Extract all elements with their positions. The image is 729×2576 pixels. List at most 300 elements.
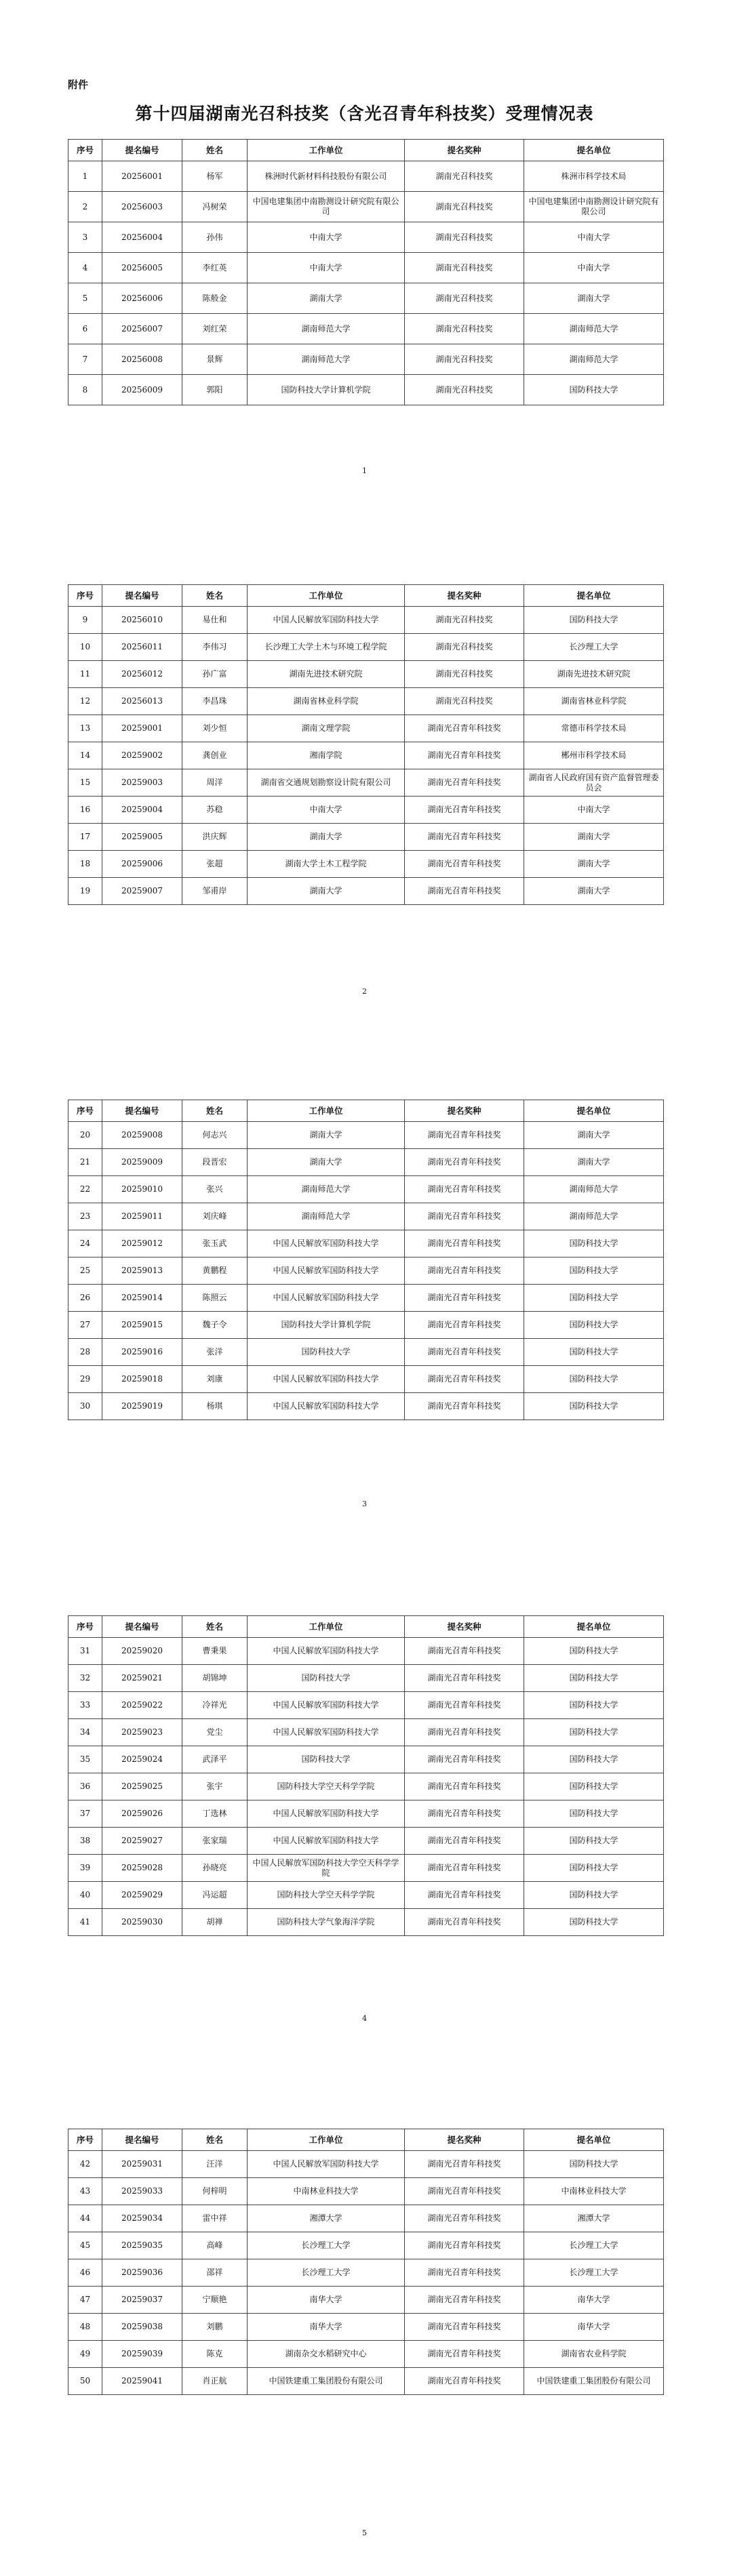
page-1-table-block xyxy=(68,139,663,405)
table-row xyxy=(68,742,664,769)
cell-name: 段晋宏 xyxy=(182,1149,248,1176)
cell-unit: 长沙理工大学土木与环境工程学院 xyxy=(248,634,405,661)
cell-name: 刘红荣 xyxy=(182,314,248,344)
cell-nom: 国防科技大学 xyxy=(524,375,664,405)
cell-name: 党尘 xyxy=(182,1719,248,1746)
cell-code: 20259010 xyxy=(102,1176,182,1203)
cell-seq: 28 xyxy=(68,1339,102,1366)
table-row xyxy=(68,715,664,742)
cell-unit: 湖南大学 xyxy=(248,878,405,905)
cell-code: 20259039 xyxy=(102,2341,182,2368)
cell-code: 20259006 xyxy=(102,851,182,878)
cell-award: 湖南光召青年科技奖 xyxy=(405,1855,524,1882)
cell-name: 刘少恒 xyxy=(182,715,248,742)
table-row xyxy=(68,769,664,797)
cell-award: 湖南光召青年科技奖 xyxy=(405,1366,524,1393)
column-header-code: 提名编号 xyxy=(102,1616,182,1638)
cell-name: 黄鹏程 xyxy=(182,1257,248,1285)
cell-unit: 南华大学 xyxy=(248,2287,405,2314)
cell-code: 20259031 xyxy=(102,2151,182,2178)
table-row xyxy=(68,1665,664,1692)
cell-award: 湖南光召科技奖 xyxy=(405,634,524,661)
cell-unit: 中国人民解放军国防科技大学 xyxy=(248,1692,405,1719)
cell-nom: 中南大学 xyxy=(524,253,664,283)
cell-seq: 19 xyxy=(68,878,102,905)
cell-code: 20256011 xyxy=(102,634,182,661)
cell-nom: 国防科技大学 xyxy=(524,1692,664,1719)
cell-award: 湖南光召科技奖 xyxy=(405,161,524,192)
cell-seq: 45 xyxy=(68,2232,102,2259)
cell-unit: 国防科技大学计算机学院 xyxy=(248,1312,405,1339)
cell-name: 刘鹏 xyxy=(182,2314,248,2341)
cell-nom: 湖南师范大学 xyxy=(524,344,664,375)
cell-unit: 中国人民解放军国防科技大学 xyxy=(248,1638,405,1665)
cell-unit: 湖南大学 xyxy=(248,824,405,851)
cell-seq: 8 xyxy=(68,375,102,405)
column-header-name: 姓名 xyxy=(182,585,248,607)
cell-seq: 39 xyxy=(68,1855,102,1882)
cell-name: 郭阳 xyxy=(182,375,248,405)
page-2-table-block xyxy=(68,584,663,905)
table-row xyxy=(68,314,664,344)
cell-unit: 中国人民解放军国防科技大学 xyxy=(248,1230,405,1257)
cell-award: 湖南光召青年科技奖 xyxy=(405,2341,524,2368)
cell-seq: 1 xyxy=(68,161,102,192)
cell-code: 20259018 xyxy=(102,1366,182,1393)
cell-name: 张洋 xyxy=(182,1339,248,1366)
table-row xyxy=(68,2151,664,2178)
cell-code: 20259016 xyxy=(102,1339,182,1366)
column-header-name: 姓名 xyxy=(182,1616,248,1638)
column-header-award: 提名奖种 xyxy=(405,2129,524,2151)
cell-unit: 中南大学 xyxy=(248,797,405,824)
cell-seq: 43 xyxy=(68,2178,102,2205)
column-header-code: 提名编号 xyxy=(102,140,182,161)
table-header-row xyxy=(68,1616,664,1638)
table-row xyxy=(68,1176,664,1203)
cell-seq: 9 xyxy=(68,607,102,634)
cell-code: 20259008 xyxy=(102,1122,182,1149)
cell-code: 20259035 xyxy=(102,2232,182,2259)
cell-seq: 40 xyxy=(68,1882,102,1909)
cell-name: 龚创业 xyxy=(182,742,248,769)
cell-code: 20259028 xyxy=(102,1855,182,1882)
cell-seq: 37 xyxy=(68,1800,102,1828)
column-header-unit: 工作单位 xyxy=(248,1100,405,1122)
cell-unit: 国防科技大学 xyxy=(248,1665,405,1692)
cell-nom: 中南林业科技大学 xyxy=(524,2178,664,2205)
cell-unit: 中国人民解放军国防科技大学 xyxy=(248,2151,405,2178)
cell-unit: 湖南师范大学 xyxy=(248,314,405,344)
cell-name: 冷祥光 xyxy=(182,1692,248,1719)
table-row xyxy=(68,797,664,824)
cell-name: 孙伟 xyxy=(182,222,248,253)
column-header-nom: 提名单位 xyxy=(524,1100,664,1122)
cell-code: 20259033 xyxy=(102,2178,182,2205)
cell-code: 20259020 xyxy=(102,1638,182,1665)
cell-code: 20259034 xyxy=(102,2205,182,2232)
cell-seq: 24 xyxy=(68,1230,102,1257)
column-header-name: 姓名 xyxy=(182,1100,248,1122)
cell-award: 湖南光召青年科技奖 xyxy=(405,1230,524,1257)
cell-unit: 中国人民解放军国防科技大学 xyxy=(248,607,405,634)
table-row xyxy=(68,1149,664,1176)
cell-name: 高峰 xyxy=(182,2232,248,2259)
cell-name: 丁选林 xyxy=(182,1800,248,1828)
cell-nom: 湖南大学 xyxy=(524,1122,664,1149)
cell-award: 湖南光召科技奖 xyxy=(405,222,524,253)
cell-unit: 国防科技大学气象海洋学院 xyxy=(248,1909,405,1936)
table-row xyxy=(68,1122,664,1149)
cell-award: 湖南光召科技奖 xyxy=(405,283,524,314)
cell-nom: 湘潭大学 xyxy=(524,2205,664,2232)
cell-award: 湖南光召科技奖 xyxy=(405,607,524,634)
cell-seq: 15 xyxy=(68,769,102,797)
cell-award: 湖南光召青年科技奖 xyxy=(405,1800,524,1828)
cell-name: 宁顺艳 xyxy=(182,2287,248,2314)
cell-code: 20256009 xyxy=(102,375,182,405)
column-header-seq: 序号 xyxy=(68,140,102,161)
cell-award: 湖南光召科技奖 xyxy=(405,253,524,283)
cell-code: 20259037 xyxy=(102,2287,182,2314)
cell-unit: 中国铁建重工集团股份有限公司 xyxy=(248,2368,405,2395)
cell-unit: 中国人民解放军国防科技大学 xyxy=(248,1800,405,1828)
cell-seq: 14 xyxy=(68,742,102,769)
cell-unit: 株洲时代新材料科技股份有限公司 xyxy=(248,161,405,192)
table-row xyxy=(68,222,664,253)
cell-unit: 中南大学 xyxy=(248,253,405,283)
column-header-unit: 工作单位 xyxy=(248,1616,405,1638)
cell-code: 20256007 xyxy=(102,314,182,344)
cell-nom: 郴州市科学技术局 xyxy=(524,742,664,769)
table-header-row xyxy=(68,585,664,607)
cell-award: 湖南光召青年科技奖 xyxy=(405,851,524,878)
cell-seq: 41 xyxy=(68,1909,102,1936)
cell-name: 冯运超 xyxy=(182,1882,248,1909)
cell-name: 何志兴 xyxy=(182,1122,248,1149)
cell-code: 20259002 xyxy=(102,742,182,769)
table-row xyxy=(68,1366,664,1393)
column-header-seq: 序号 xyxy=(68,585,102,607)
cell-seq: 49 xyxy=(68,2341,102,2368)
cell-nom: 长沙理工大学 xyxy=(524,2232,664,2259)
cell-unit: 长沙理工大学 xyxy=(248,2259,405,2287)
table-row xyxy=(68,1339,664,1366)
cell-code: 20259022 xyxy=(102,1692,182,1719)
cell-name: 冯树荣 xyxy=(182,192,248,222)
cell-award: 湖南光召科技奖 xyxy=(405,344,524,375)
cell-unit: 湘潭大学 xyxy=(248,2205,405,2232)
cell-name: 孙晓亮 xyxy=(182,1855,248,1882)
table-row xyxy=(68,2314,664,2341)
cell-award: 湖南光召科技奖 xyxy=(405,661,524,688)
cell-code: 20259004 xyxy=(102,797,182,824)
cell-code: 20259015 xyxy=(102,1312,182,1339)
cell-seq: 36 xyxy=(68,1773,102,1800)
table-row xyxy=(68,1312,664,1339)
cell-seq: 42 xyxy=(68,2151,102,2178)
cell-nom: 国防科技大学 xyxy=(524,1638,664,1665)
column-header-nom: 提名单位 xyxy=(524,1616,664,1638)
cell-code: 20256005 xyxy=(102,253,182,283)
cell-award: 湖南光召青年科技奖 xyxy=(405,1773,524,1800)
cell-nom: 国防科技大学 xyxy=(524,1665,664,1692)
cell-code: 20259036 xyxy=(102,2259,182,2287)
cell-award: 湖南光召青年科技奖 xyxy=(405,1203,524,1230)
cell-nom: 南华大学 xyxy=(524,2287,664,2314)
cell-award: 湖南光召青年科技奖 xyxy=(405,1665,524,1692)
cell-nom: 湖南师范大学 xyxy=(524,1176,664,1203)
cell-code: 20259014 xyxy=(102,1285,182,1312)
cell-seq: 50 xyxy=(68,2368,102,2395)
table-row xyxy=(68,2341,664,2368)
table-row xyxy=(68,2368,664,2395)
cell-nom: 湖南大学 xyxy=(524,283,664,314)
cell-unit: 中国人民解放军国防科技大学 xyxy=(248,1285,405,1312)
cell-seq: 38 xyxy=(68,1828,102,1855)
cell-award: 湖南光召青年科技奖 xyxy=(405,1122,524,1149)
cell-code: 20256003 xyxy=(102,192,182,222)
cell-unit: 湖南大学 xyxy=(248,1122,405,1149)
table-row xyxy=(68,1855,664,1882)
cell-seq: 7 xyxy=(68,344,102,375)
cell-name: 张家瑞 xyxy=(182,1828,248,1855)
cell-award: 湖南光召科技奖 xyxy=(405,375,524,405)
cell-unit: 中南林业科技大学 xyxy=(248,2178,405,2205)
cell-code: 20259005 xyxy=(102,824,182,851)
table-row xyxy=(68,2287,664,2314)
cell-seq: 18 xyxy=(68,851,102,878)
table-row xyxy=(68,1746,664,1773)
page-3-table-block xyxy=(68,1100,663,1420)
cell-name: 刘庆峰 xyxy=(182,1203,248,1230)
table-row xyxy=(68,878,664,905)
cell-award: 湖南光召青年科技奖 xyxy=(405,2232,524,2259)
cell-name: 李伟习 xyxy=(182,634,248,661)
page-5-table-block xyxy=(68,2129,663,2395)
cell-nom: 湖南省农业科学院 xyxy=(524,2341,664,2368)
cell-seq: 11 xyxy=(68,661,102,688)
table-row xyxy=(68,161,664,192)
cell-nom: 湖南大学 xyxy=(524,851,664,878)
column-header-award: 提名奖种 xyxy=(405,1616,524,1638)
cell-nom: 湖南先进技术研究院 xyxy=(524,661,664,688)
table-row xyxy=(68,634,664,661)
cell-nom: 国防科技大学 xyxy=(524,1828,664,1855)
cell-nom: 国防科技大学 xyxy=(524,1257,664,1285)
cell-unit: 湖南先进技术研究院 xyxy=(248,661,405,688)
cell-name: 张宇 xyxy=(182,1773,248,1800)
acceptance-table xyxy=(68,1615,664,1936)
cell-seq: 13 xyxy=(68,715,102,742)
cell-code: 20259023 xyxy=(102,1719,182,1746)
cell-code: 20256012 xyxy=(102,661,182,688)
cell-unit: 国防科技大学 xyxy=(248,1746,405,1773)
cell-code: 20259011 xyxy=(102,1203,182,1230)
cell-nom: 湖南省人民政府国有资产监督管理委员会 xyxy=(524,769,664,797)
cell-award: 湖南光召青年科技奖 xyxy=(405,2259,524,2287)
table-header-row xyxy=(68,1100,664,1122)
cell-seq: 5 xyxy=(68,283,102,314)
cell-unit: 中国人民解放军国防科技大学 xyxy=(248,1719,405,1746)
cell-award: 湖南光召科技奖 xyxy=(405,688,524,715)
cell-unit: 湖南师范大学 xyxy=(248,344,405,375)
cell-nom: 国防科技大学 xyxy=(524,1393,664,1420)
cell-code: 20259024 xyxy=(102,1746,182,1773)
table-row xyxy=(68,1230,664,1257)
cell-seq: 44 xyxy=(68,2205,102,2232)
cell-nom: 国防科技大学 xyxy=(524,1285,664,1312)
cell-name: 肖正航 xyxy=(182,2368,248,2395)
cell-award: 湖南光召青年科技奖 xyxy=(405,824,524,851)
cell-name: 汪洋 xyxy=(182,2151,248,2178)
table-row xyxy=(68,688,664,715)
cell-seq: 48 xyxy=(68,2314,102,2341)
cell-seq: 20 xyxy=(68,1122,102,1149)
table-row xyxy=(68,2178,664,2205)
cell-award: 湖南光召青年科技奖 xyxy=(405,797,524,824)
cell-seq: 10 xyxy=(68,634,102,661)
column-header-name: 姓名 xyxy=(182,2129,248,2151)
table-row xyxy=(68,851,664,878)
cell-nom: 国防科技大学 xyxy=(524,1855,664,1882)
column-header-nom: 提名单位 xyxy=(524,2129,664,2151)
cell-seq: 35 xyxy=(68,1746,102,1773)
cell-seq: 47 xyxy=(68,2287,102,2314)
cell-nom: 中南大学 xyxy=(524,222,664,253)
table-row xyxy=(68,1692,664,1719)
cell-award: 湖南光召青年科技奖 xyxy=(405,769,524,797)
cell-award: 湖南光召青年科技奖 xyxy=(405,2151,524,2178)
cell-award: 湖南光召青年科技奖 xyxy=(405,1746,524,1773)
cell-award: 湖南光召青年科技奖 xyxy=(405,1909,524,1936)
cell-unit: 中国人民解放军国防科技大学 xyxy=(248,1828,405,1855)
cell-name: 苏稳 xyxy=(182,797,248,824)
cell-award: 湖南光召青年科技奖 xyxy=(405,1149,524,1176)
cell-unit: 国防科技大学空天科学学院 xyxy=(248,1773,405,1800)
table-row xyxy=(68,2259,664,2287)
cell-award: 湖南光召青年科技奖 xyxy=(405,1176,524,1203)
cell-award: 湖南光召青年科技奖 xyxy=(405,715,524,742)
acceptance-table xyxy=(68,1100,664,1420)
column-header-name: 姓名 xyxy=(182,140,248,161)
cell-seq: 6 xyxy=(68,314,102,344)
acceptance-table xyxy=(68,584,664,905)
cell-code: 20256001 xyxy=(102,161,182,192)
cell-unit: 湖南省交通规划勘察设计院有限公司 xyxy=(248,769,405,797)
cell-seq: 25 xyxy=(68,1257,102,1285)
cell-unit: 中国人民解放军国防科技大学 xyxy=(248,1257,405,1285)
cell-code: 20259025 xyxy=(102,1773,182,1800)
cell-name: 胡锦坤 xyxy=(182,1665,248,1692)
cell-unit: 中国人民解放军国防科技大学 xyxy=(248,1366,405,1393)
cell-unit: 湖南大学 xyxy=(248,1149,405,1176)
cell-seq: 32 xyxy=(68,1665,102,1692)
table-row xyxy=(68,1882,664,1909)
table-header-row xyxy=(68,2129,664,2151)
cell-nom: 国防科技大学 xyxy=(524,1773,664,1800)
table-row xyxy=(68,1257,664,1285)
cell-seq: 22 xyxy=(68,1176,102,1203)
cell-code: 20259009 xyxy=(102,1149,182,1176)
cell-code: 20256013 xyxy=(102,688,182,715)
table-row xyxy=(68,1393,664,1420)
cell-seq: 34 xyxy=(68,1719,102,1746)
cell-code: 20256010 xyxy=(102,607,182,634)
cell-award: 湖南光召青年科技奖 xyxy=(405,2314,524,2341)
cell-name: 陈照云 xyxy=(182,1285,248,1312)
cell-name: 易仕和 xyxy=(182,607,248,634)
column-header-code: 提名编号 xyxy=(102,1100,182,1122)
cell-unit: 湖南大学土木工程学院 xyxy=(248,851,405,878)
cell-nom: 国防科技大学 xyxy=(524,1719,664,1746)
column-header-nom: 提名单位 xyxy=(524,585,664,607)
cell-award: 湖南光召青年科技奖 xyxy=(405,1719,524,1746)
cell-code: 20259021 xyxy=(102,1665,182,1692)
cell-seq: 46 xyxy=(68,2259,102,2287)
document-title: 第十四届湖南光召科技奖（含光召青年科技奖）受理情况表 xyxy=(135,104,594,123)
cell-nom: 湖南大学 xyxy=(524,824,664,851)
cell-unit: 湖南杂交水稻研究中心 xyxy=(248,2341,405,2368)
cell-name: 周洋 xyxy=(182,769,248,797)
cell-nom: 湖南师范大学 xyxy=(524,1203,664,1230)
cell-seq: 16 xyxy=(68,797,102,824)
table-row xyxy=(68,1909,664,1936)
cell-name: 何梓明 xyxy=(182,2178,248,2205)
cell-code: 20259003 xyxy=(102,769,182,797)
cell-nom: 国防科技大学 xyxy=(524,1230,664,1257)
cell-seq: 23 xyxy=(68,1203,102,1230)
table-row xyxy=(68,1773,664,1800)
cell-name: 武泽平 xyxy=(182,1746,248,1773)
page-number: 2 xyxy=(362,987,367,996)
column-header-seq: 序号 xyxy=(68,2129,102,2151)
cell-award: 湖南光召青年科技奖 xyxy=(405,1882,524,1909)
cell-unit: 湘南学院 xyxy=(248,742,405,769)
cell-name: 陈克 xyxy=(182,2341,248,2368)
cell-award: 湖南光召青年科技奖 xyxy=(405,1393,524,1420)
cell-award: 湖南光召青年科技奖 xyxy=(405,2287,524,2314)
cell-unit: 南华大学 xyxy=(248,2314,405,2341)
cell-award: 湖南光召青年科技奖 xyxy=(405,1828,524,1855)
cell-seq: 21 xyxy=(68,1149,102,1176)
cell-seq: 26 xyxy=(68,1285,102,1312)
column-header-unit: 工作单位 xyxy=(248,2129,405,2151)
cell-name: 张玉武 xyxy=(182,1230,248,1257)
cell-name: 曹秉果 xyxy=(182,1638,248,1665)
table-row xyxy=(68,253,664,283)
cell-unit: 国防科技大学 xyxy=(248,1339,405,1366)
column-header-seq: 序号 xyxy=(68,1100,102,1122)
cell-nom: 湖南省林业科学院 xyxy=(524,688,664,715)
cell-seq: 31 xyxy=(68,1638,102,1665)
cell-code: 20259012 xyxy=(102,1230,182,1257)
table-row xyxy=(68,1719,664,1746)
cell-nom: 国防科技大学 xyxy=(524,2151,664,2178)
cell-seq: 29 xyxy=(68,1366,102,1393)
attachment-label: 附件 xyxy=(68,79,89,91)
column-header-unit: 工作单位 xyxy=(248,585,405,607)
cell-award: 湖南光召青年科技奖 xyxy=(405,1312,524,1339)
cell-code: 20259038 xyxy=(102,2314,182,2341)
column-header-code: 提名编号 xyxy=(102,2129,182,2151)
table-row xyxy=(68,2232,664,2259)
cell-award: 湖南光召青年科技奖 xyxy=(405,1257,524,1285)
table-row xyxy=(68,192,664,222)
cell-nom: 国防科技大学 xyxy=(524,1909,664,1936)
cell-unit: 湖南师范大学 xyxy=(248,1203,405,1230)
cell-award: 湖南光召青年科技奖 xyxy=(405,2368,524,2395)
